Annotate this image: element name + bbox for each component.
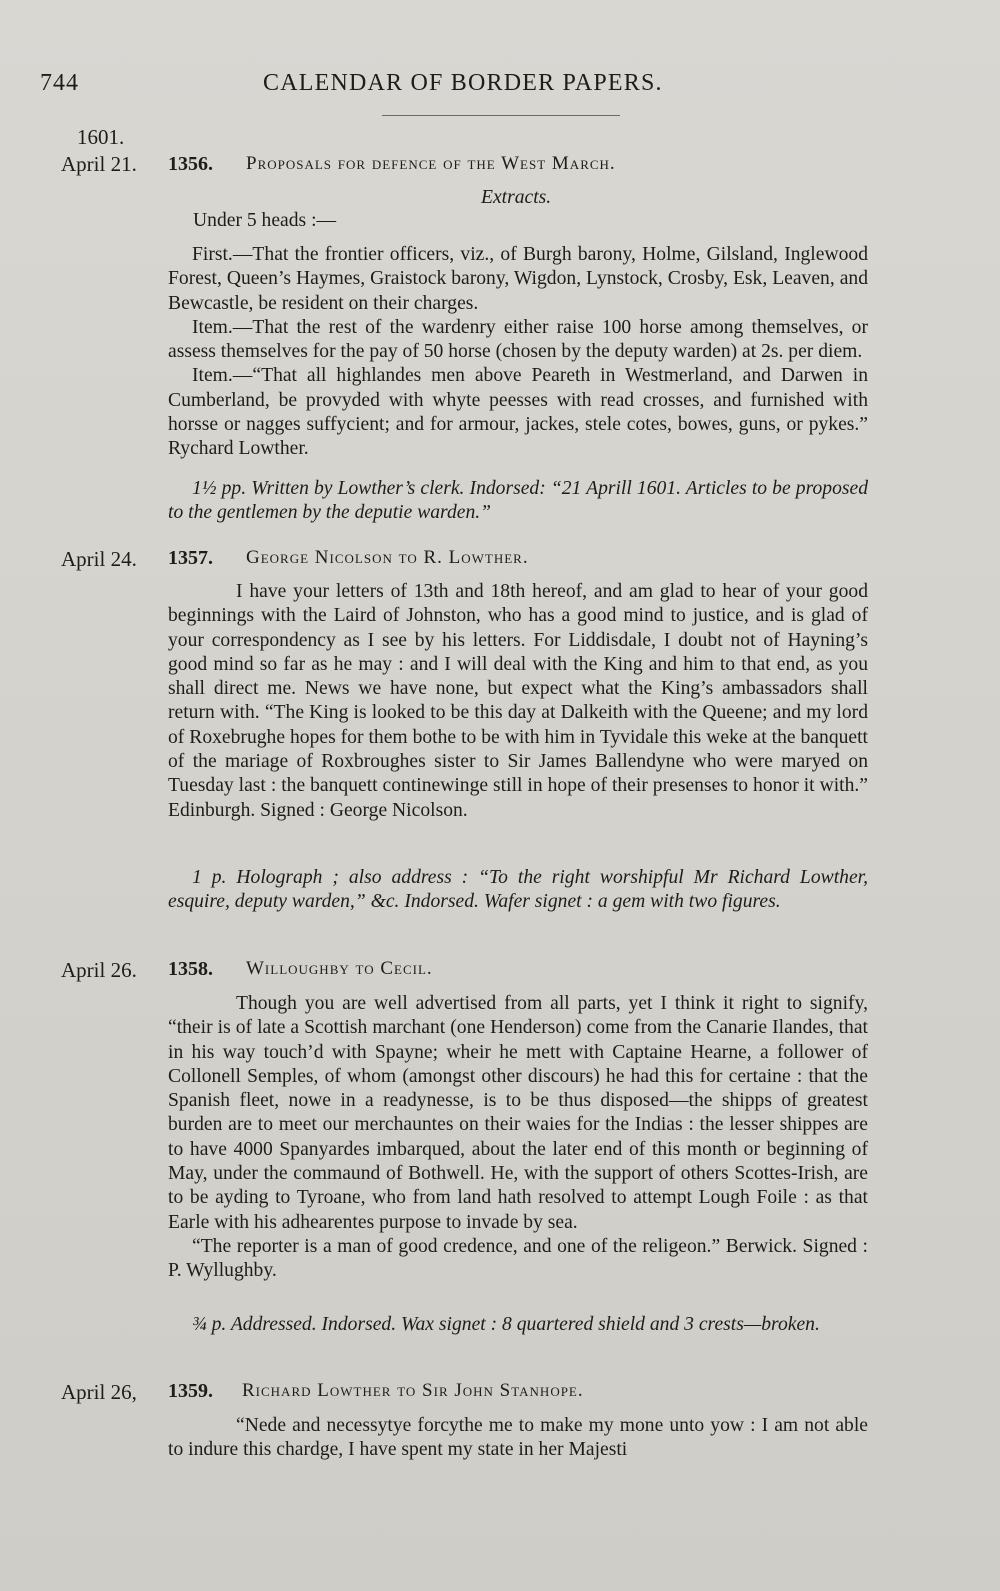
heads-label: Under 5 heads :— bbox=[193, 210, 337, 231]
entry-1356-note bbox=[168, 477, 868, 526]
paragraph: Though you are well advertised from all parts, yet I think it right to signify, “their is of late a Scottish marchant (one Henderson) come from the Canarie Ilandes, that in his way touch’d with Spayne; wheir he mett with Captaine Hearne, a follower of Collonell Semples, of whom (amongst other discours) he had this for certaine : that the Spanish fleet, nowe in a readynesse, is to be thus disposed—the shipps of greatest burden are to meet our merchauntes on their waies for the Indias : the lesser shippes are to have 4000 Spanyardes imbarqued, about the later end of this month or beginning of May, under the commaund of Bothwell. He, with the support of others Scottes-Irish, are to be ayding to Tyroane, who from land hath resolved to attempt Lough Foile : as that Earle with his adhearentes purpose to invade by sea. bbox=[168, 993, 868, 1233]
document-note: 1½ pp. Written by Lowther’s clerk. Indorsed: “21 Aprill 1601. Articles to be proposed to the gentlemen by the deputie warden.” bbox=[168, 478, 868, 524]
entry-date: April 26. bbox=[61, 958, 137, 982]
document-note: ¾ p. Addressed. Indorsed. Wax signet : 8 quartered shield and 3 crests—broken. bbox=[192, 1314, 820, 1335]
entry-date: April 24. bbox=[61, 547, 137, 571]
entry-title: Willoughby to Cecil. bbox=[246, 958, 433, 979]
entry-number: 1356. bbox=[168, 153, 213, 175]
entry-title: Proposals for defence of the West March. bbox=[246, 153, 616, 174]
entry-title: Richard Lowther to Sir John Stanhope. bbox=[242, 1380, 584, 1401]
entry-1357-body bbox=[168, 580, 868, 823]
entry-1358-note bbox=[168, 1313, 868, 1337]
entry-1356-body bbox=[168, 243, 868, 462]
entry-number: 1359. bbox=[168, 1380, 213, 1402]
entry-date: April 26, bbox=[61, 1380, 137, 1404]
entry-date: April 21. bbox=[61, 152, 137, 176]
page-number: 744 bbox=[40, 70, 79, 96]
year-label: 1601. bbox=[77, 125, 125, 149]
paragraph: “The reporter is a man of good credence, and one of the religeon.” Berwick. Signed : P. Wyllughby. bbox=[168, 1235, 868, 1282]
entry-number: 1357. bbox=[168, 547, 213, 569]
entry-1357-note bbox=[168, 866, 868, 915]
entry-number: 1358. bbox=[168, 958, 213, 980]
entry-1359-body bbox=[168, 1414, 868, 1463]
paragraph: First.—That the frontier officers, viz., of Burgh barony, Holme, Gilsland, Inglewood Forest, Queen’s Haymes, Graistock barony, Wigdon, Lynstock, Crosby, Esk, Leaven, and Bewcastle, be resident on their charges. bbox=[168, 244, 868, 314]
extracts-label: Extracts. bbox=[481, 187, 552, 208]
paragraph: I have your letters of 13th and 18th hereof, and am glad to hear of your good beginnings with the Laird of Johnston, who has a good mind to justice, and is glad of your correspondency as I see by his letters. For Liddisdale, I doubt not of Hayning’s good mind so far as he may : and I will deal with the King and him to that end, as you shall direct me. News we have none, but expect what the King’s ambassadors shall return with. “The King is looked to be this day at Dalkeith with the Queene; and my lord of Roxebrughe hopes for them bothe to be with him in Tyvidale this weke at the banquett of the mariage of Roxbroughes sister to Sir James Ballendyne who were maryed on Tuesday last : the banquett continewinge still in hope of their presenses to honor it with.” Edinburgh. Signed : George Nicolson. bbox=[168, 581, 868, 821]
running-title: CALENDAR OF BORDER PAPERS. bbox=[263, 70, 663, 96]
entry-1358-body bbox=[168, 992, 868, 1284]
entry-title: George Nicolson to R. Lowther. bbox=[246, 547, 529, 568]
paragraph: Item.—That the rest of the wardenry either raise 100 horse among themselves, or assess themselves for the pay of 50 horse (chosen by the deputy warden) at 2s. per diem. bbox=[168, 316, 868, 363]
header-rule bbox=[382, 115, 620, 116]
document-note: 1 p. Holograph ; also address : “To the right worshipful Mr Richard Lowther, esquire, deputy warden,” &c. Indorsed. Wafer signet : a gem with two figures. bbox=[168, 867, 868, 913]
paragraph: “Nede and necessytye forcythe me to make my mone unto yow : I am not able to indure this chardge, I have spent my state in her Majesti bbox=[168, 1415, 868, 1461]
paragraph: Item.—“That all highlandes men above Peareth in Westmerland, and Darwen in Cumberland, be provyded with whyte peesses with read crosses, and furnished with horsse or nagges suffycient; and for armour, jackes, stele cotes, bowes, guns, or pykes.” Rychard Lowther. bbox=[168, 365, 868, 460]
